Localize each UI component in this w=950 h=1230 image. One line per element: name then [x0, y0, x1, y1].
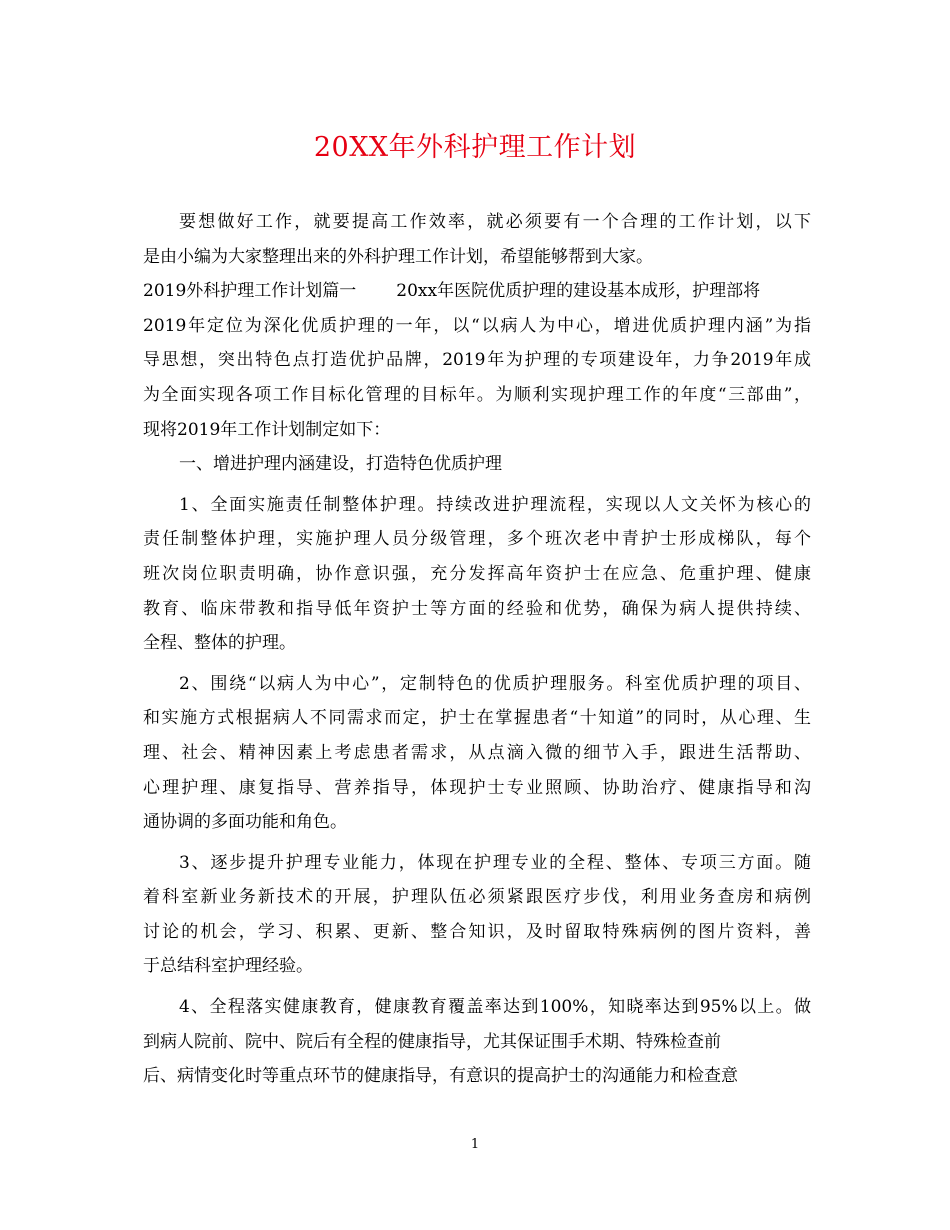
document-body	[143, 205, 811, 1094]
paragraph-line: 为全面实现各项工作目标化管理的目标年。为顺利实现护理工作的年度“三部曲”，	[143, 384, 811, 405]
section-text: 20xx年医院优质护理的建设基本成形，护理部将	[396, 281, 761, 302]
subheading: 一、增进护理内涵建设，打造特色优质护理	[179, 454, 502, 475]
paragraph-line: 和实施方式根据病人不同需求而定，护士在掌握患者“十知道”的同时，从心理、生	[143, 708, 811, 729]
paragraph-line: 是由小编为大家整理出来的外科护理工作计划，希望能够帮到大家。	[143, 246, 653, 267]
paragraph-line: 1、全面实施责任制整体护理。持续改进护理流程，实现以人文关怀为核心的	[179, 494, 811, 515]
paragraph-line: 导思想，突出特色点打造优护品牌，2019年为护理的专项建设年，力争2019年成	[143, 350, 811, 371]
paragraph-line: 2、围绕“以病人为中心”，定制特色的优质护理服务。科室优质护理的项目、	[179, 673, 811, 694]
paragraph-line: 教育、临床带教和指导低年资护士等方面的经验和优势，确保为病人提供持续、	[143, 598, 811, 619]
paragraph-line: 心理护理、康复指导、营养指导，体现护士专业照顾、协助治疗、健康指导和沟	[143, 777, 811, 798]
paragraph-line: 讨论的机会，学习、积累、更新、整合知识，及时留取特殊病例的图片资料，善	[143, 921, 811, 942]
paragraph-line: 全程、整体的护理。	[143, 633, 296, 654]
paragraph-line: 于总结科室护理经验。	[143, 956, 313, 977]
paragraph-line	[143, 274, 811, 309]
paragraph-line: 现将2019年工作计划制定如下：	[143, 419, 391, 440]
paragraph-line: 责任制整体护理，实施护理人员分级管理，多个班次老中青护士形成梯队，每个	[143, 529, 811, 550]
paragraph-line: 通协调的多面功能和角色。	[143, 812, 347, 833]
section-heading: 2019外科护理工作计划篇一	[143, 281, 357, 302]
page-number: 1	[470, 1137, 480, 1152]
paragraph-line: 3、逐步提升护理专业能力，体现在护理专业的全程、整体、专项三方面。随	[179, 852, 811, 873]
paragraph-line: 要想做好工作，就要提高工作效率，就必须要有一个合理的工作计划，以下	[179, 212, 811, 232]
paragraph-line: 着科室新业务新技术的开展，护理队伍必须紧跟医疗步伐，利用业务查房和病例	[143, 887, 811, 908]
paragraph-line: 理、社会、精神因素上考虑患者需求，从点滴入微的细节入手，跟进生活帮助、	[143, 742, 811, 763]
document-title: 20XX年外科护理工作计划	[313, 132, 637, 163]
paragraph-line: 到病人院前、院中、院后有全程的健康指导，尤其保证围手术期、特殊检查前	[143, 1031, 721, 1052]
paragraph-line: 2019年定位为深化优质护理的一年，以“以病人为中心，增进优质护理内涵”为指	[143, 315, 811, 336]
paragraph-line: 后、病情变化时等重点环节的健康指导，有意识的提高护士的沟通能力和检查意	[143, 1066, 738, 1087]
paragraph-line: 4、全程落实健康教育，健康教育覆盖率达到100%，知晓率达到95%以上。做	[179, 997, 811, 1018]
paragraph-line: 班次岗位职责明确，协作意识强，充分发挥高年资护士在应急、危重护理、健康	[143, 563, 811, 584]
